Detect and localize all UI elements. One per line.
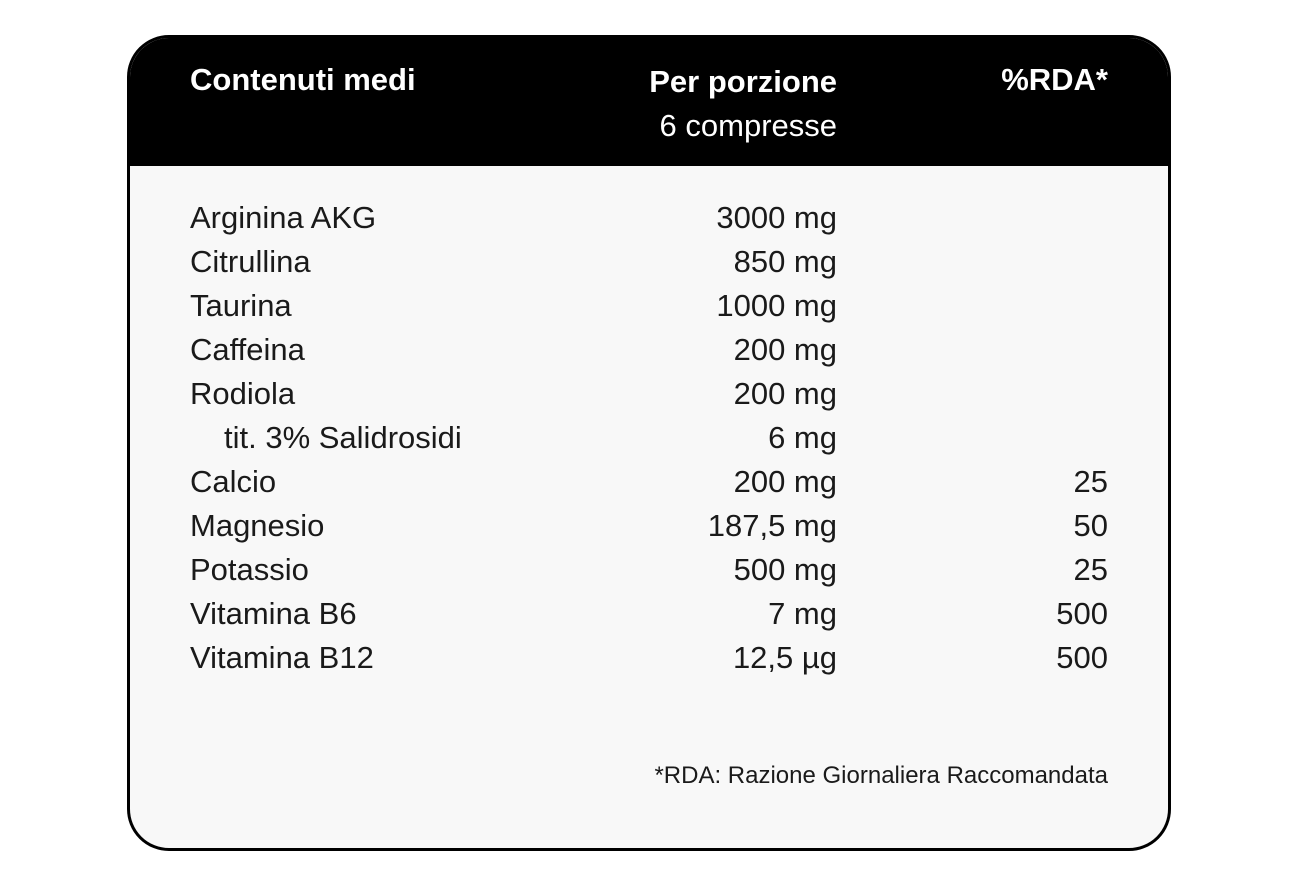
row-name: Arginina AKG — [190, 200, 377, 235]
table-row — [130, 374, 1168, 418]
table-header — [130, 38, 1168, 166]
row-amount: 3000 mg — [716, 200, 837, 235]
row-amount: 500 mg — [733, 552, 837, 587]
row-name: Rodiola — [190, 376, 296, 411]
row-amount: 200 mg — [733, 464, 837, 499]
table-row — [130, 286, 1168, 330]
row-name: Vitamina B6 — [190, 596, 357, 631]
row-amount: 850 mg — [733, 244, 837, 279]
table-row — [130, 550, 1168, 594]
row-name: Magnesio — [190, 508, 325, 543]
row-amount: 187,5 mg — [707, 508, 837, 543]
header-amount-column — [649, 62, 837, 150]
row-rda: 50 — [1073, 508, 1108, 543]
rda-footnote: *RDA: Razione Giornaliera Raccomandata — [654, 762, 1108, 789]
row-name: Taurina — [190, 288, 292, 323]
header-amount-label: Per porzione — [649, 64, 837, 99]
table-row — [130, 418, 1168, 462]
nutrition-table — [127, 35, 1171, 851]
table-row — [130, 594, 1168, 638]
table-row — [130, 198, 1168, 242]
row-rda: 25 — [1073, 552, 1108, 587]
row-amount: 1000 mg — [716, 288, 837, 323]
table-row — [130, 638, 1168, 682]
header-name-column: Contenuti medi — [190, 62, 416, 97]
row-amount: 7 mg — [768, 596, 837, 631]
row-name: Potassio — [190, 552, 309, 587]
row-rda: 500 — [1056, 640, 1108, 675]
table-row — [130, 506, 1168, 550]
row-rda: 500 — [1056, 596, 1108, 631]
header-rda-column: %RDA* — [1001, 62, 1108, 97]
row-name: Calcio — [190, 464, 277, 499]
row-amount: 200 mg — [733, 376, 837, 411]
table-row — [130, 242, 1168, 286]
table-row — [130, 330, 1168, 374]
row-amount: 6 mg — [768, 420, 837, 455]
row-name: tit. 3% Salidrosidi — [224, 420, 462, 455]
row-name: Citrullina — [190, 244, 311, 279]
header-amount-sublabel: 6 compresse — [659, 108, 837, 143]
table-row — [130, 462, 1168, 506]
table-body — [130, 198, 1168, 682]
row-name: Vitamina B12 — [190, 640, 374, 675]
row-amount: 12,5 µg — [732, 640, 837, 675]
row-name: Caffeina — [190, 332, 305, 367]
row-rda: 25 — [1073, 464, 1108, 499]
row-amount: 200 mg — [733, 332, 837, 367]
